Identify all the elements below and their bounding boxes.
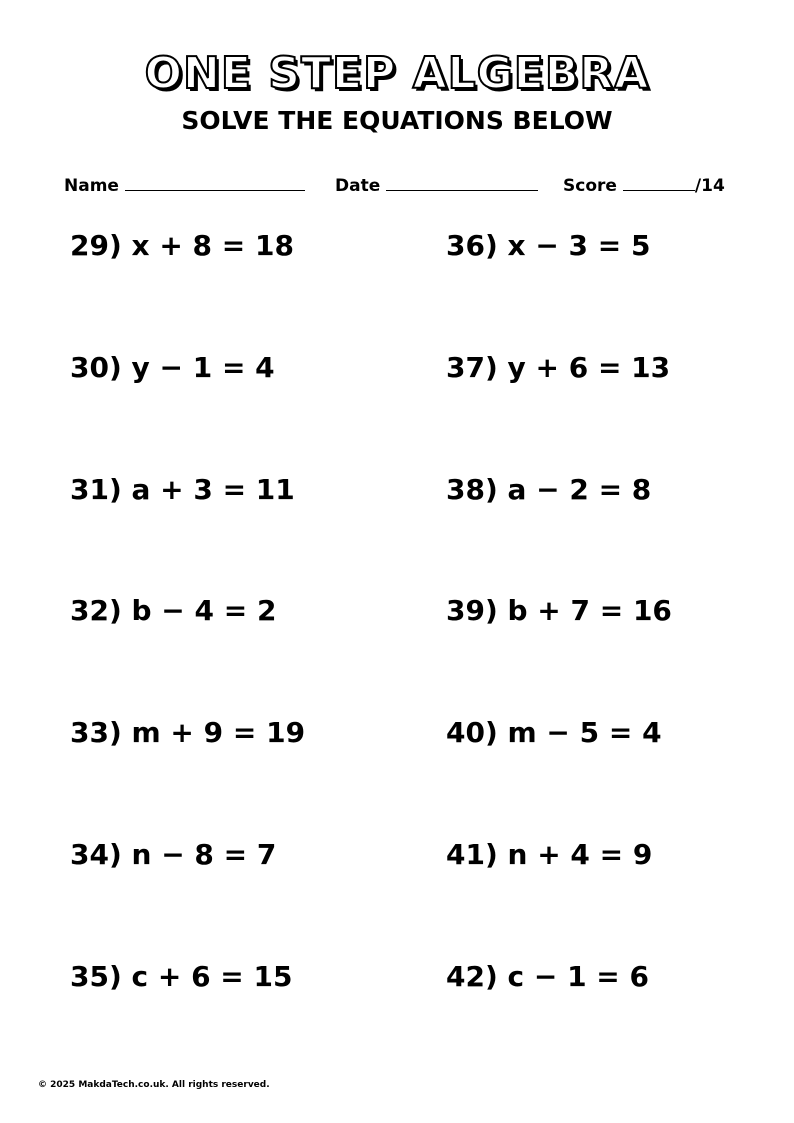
score-total: /14 bbox=[694, 176, 725, 196]
problem-41: 41) n + 4 = 9 bbox=[446, 838, 653, 871]
date-label: Date bbox=[335, 176, 381, 196]
name-blank-line[interactable] bbox=[125, 172, 305, 191]
problem-39: 39) b + 7 = 16 bbox=[446, 594, 672, 627]
score-blank-line[interactable] bbox=[623, 172, 695, 191]
name-field bbox=[64, 172, 305, 198]
problem-40: 40) m − 5 = 4 bbox=[446, 716, 662, 749]
problem-35: 35) c + 6 = 15 bbox=[70, 960, 293, 993]
problem-36: 36) x − 3 = 5 bbox=[446, 229, 651, 262]
date-blank-line[interactable] bbox=[386, 172, 538, 191]
score-label: Score bbox=[563, 176, 617, 196]
problem-29: 29) x + 8 = 18 bbox=[70, 229, 294, 262]
worksheet-title: ONE STEP ALGEBRA bbox=[144, 48, 650, 99]
copyright-footer: © 2025 MakdaTech.co.uk. All rights reserved. bbox=[38, 1080, 270, 1090]
problem-34: 34) n − 8 = 7 bbox=[70, 838, 277, 871]
problem-31: 31) a + 3 = 11 bbox=[70, 473, 295, 506]
problem-30: 30) y − 1 = 4 bbox=[70, 351, 275, 384]
name-label: Name bbox=[64, 176, 119, 196]
problem-37: 37) y + 6 = 13 bbox=[446, 351, 671, 384]
problem-32: 32) b − 4 = 2 bbox=[70, 594, 277, 627]
problem-42: 42) c − 1 = 6 bbox=[446, 960, 649, 993]
score-field bbox=[563, 172, 725, 198]
worksheet-subtitle: SOLVE THE EQUATIONS BELOW bbox=[181, 106, 613, 135]
date-field bbox=[335, 172, 538, 198]
problem-33: 33) m + 9 = 19 bbox=[70, 716, 306, 749]
problem-38: 38) a − 2 = 8 bbox=[446, 473, 652, 506]
